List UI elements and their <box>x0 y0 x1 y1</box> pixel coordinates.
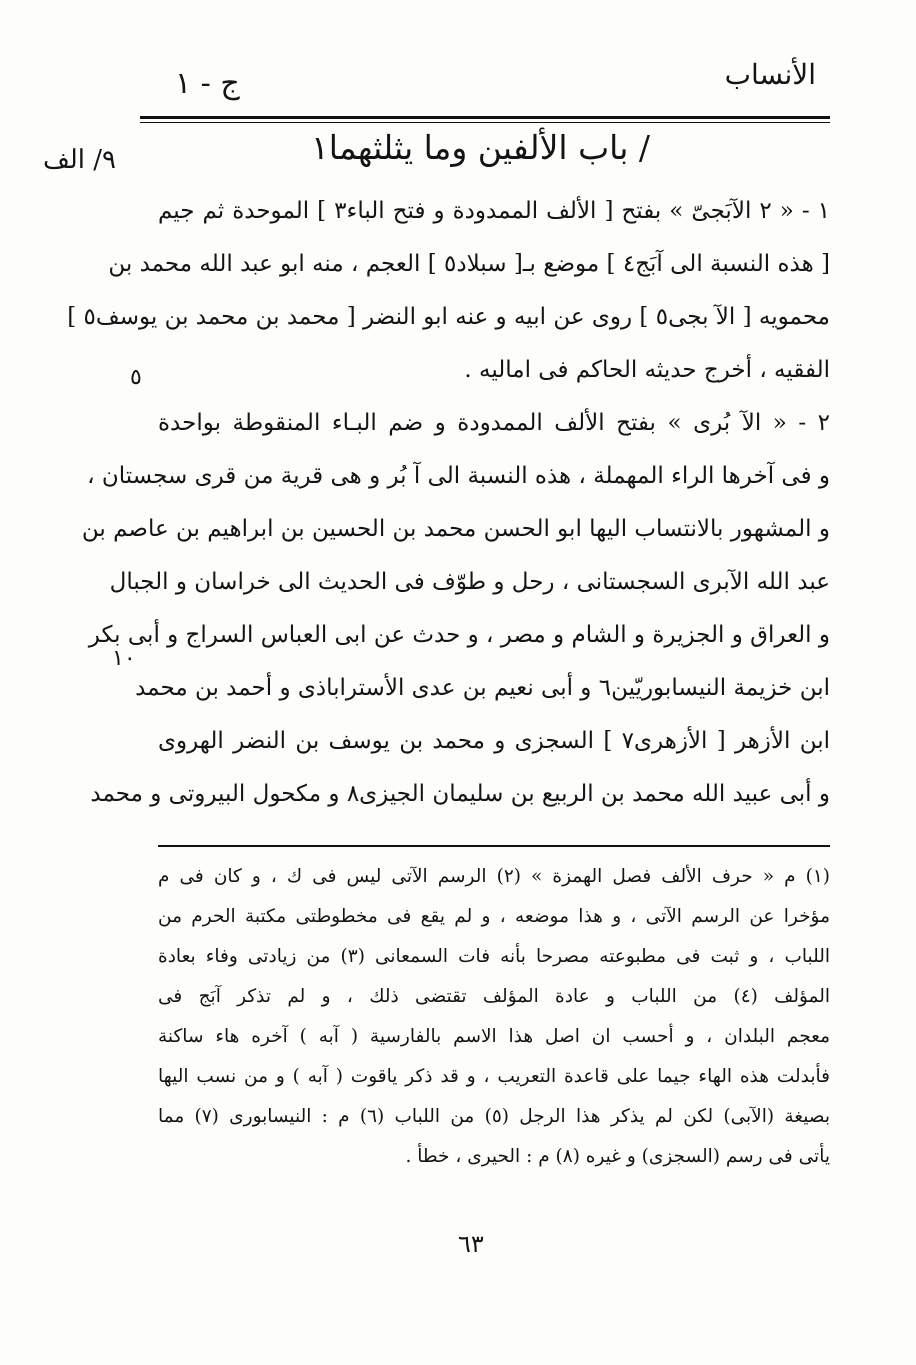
text-line: محمويه [ الآ بجى٥ ] روى عن ابيه و عنه ابو النضر [ محمد بن محمد بن يوسف٥ ] <box>67 304 830 330</box>
text-line: و أبى عبيد الله محمد بن الربيع بن سليمان الجيزى٨ و مكحول البيروتى و محمد <box>90 781 830 807</box>
volume-marker: ج - ١ <box>175 66 240 101</box>
text-line: ابن الأزهر [ الأزهرى٧ ] السجزى و محمد بن يوسف بن النضر الهروى <box>158 728 831 754</box>
header-rule <box>140 116 830 119</box>
text-line: و المشهور بالانتساب اليها ابو الحسن محمد بن الحسين بن ابراهيم بن عاصم بن <box>81 516 830 542</box>
line-number-marker: ٥ <box>130 365 142 390</box>
footnote-line: المؤلف (٤) من اللباب و عادة المؤلف تقتضى ذلك ، و لم تذكر آبَج فى <box>158 986 830 1007</box>
footnote-separator <box>158 845 830 847</box>
page-number: ٦٣ <box>458 1230 484 1258</box>
footnote-line: اللباب ، و ثبت فى مطبوعته مصرحا بأنه فات السمعانى (٣) من زيادتى وفاء بعادة <box>158 946 830 967</box>
footnote-line: (١) م « حرف الألف فصل الهمزة » (٢) الرسم الآتى ليس فى ك ، و كان فى م <box>158 866 830 887</box>
text-line: الفقيه ، أخرج حديثه الحاكم فى اماليه . <box>464 357 830 383</box>
footnote-line: مؤخرا عن الرسم الآتى ، و هذا موضعه ، و لم يقع فى مخطوطتى مكتبة الحرم من <box>158 906 830 927</box>
text-line: ٢ - « الآ بُرى » بفتح الألف الممدودة و ضم البـاء المنقوطة بواحدة <box>158 410 830 436</box>
text-line: و فى آخرها الراء المهملة ، هذه النسبة الى آ بُر و هى قرية من قرى سجستان ، <box>87 463 830 489</box>
footnotes <box>158 857 830 1177</box>
running-title: الأنساب <box>724 58 816 91</box>
text-line: [ هذه النسبة الى آبَج٤ ] موضع بـ[ سبلاد٥ ] العجم ، منه ابو عبد الله محمد بن <box>108 251 830 277</box>
manuscript-folio-marker: ٩/ الف <box>42 145 116 175</box>
text-line: ١ - « ٢ الآبَجىّ » بفتح [ الألف الممدودة و فتح الباء٣ ] الموحدة ثم جيم <box>158 198 830 224</box>
footnote-line: فأبدلت هذه الهاء جيما على قاعدة التعريب ، و قد ذكر ياقوت ( آبه ) و من نسب اليها <box>158 1066 830 1087</box>
text-line: و العراق و الجزيرة و الشام و مصر ، و حدث عن ابى العباس السراج و أبى بكر <box>88 622 830 648</box>
header-rule-thin <box>140 122 830 123</box>
text-line: ابن خزيمة النيسابوريّين٦ و أبى نعيم بن عدى الأستراباذى و أحمد بن محمد <box>135 675 830 701</box>
text-line: عبد الله الآبرى السجستانى ، رحل و طوّف فى الحديث الى خراسان و الجبال <box>109 569 830 595</box>
chapter-title: / باب الألفين وما يثلثهما١ <box>311 128 650 167</box>
line-number-marker: ١٠ <box>112 646 136 671</box>
footnote-line: بصيغة (الآبى) لكن لم يذكر هذا الرجل (٥) من اللباب (٦) م : النيسابورى (٧) مما <box>158 1106 830 1127</box>
footnote-line: معجم البلدان ، و أحسب ان اصل هذا الاسم بالفارسية ( آبه ) آخره هاء ساكنة <box>158 1026 830 1047</box>
footnote-line: يأتى فى رسم (السجزى) و غيره (٨) م : الحيرى ، خطأ . <box>405 1146 830 1167</box>
